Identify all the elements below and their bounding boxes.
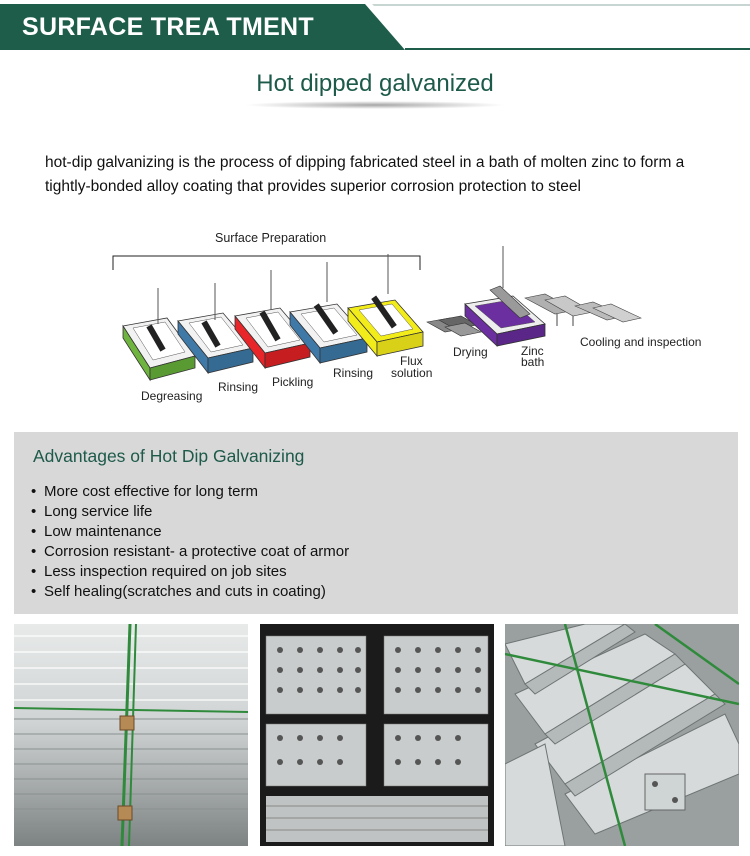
advantages-panel [14,432,738,614]
flux-label-1: Flux [400,354,423,368]
bullet-icon: • [31,483,37,500]
bullet-icon: • [31,503,37,520]
surface-preparation-label: Surface Preparation [215,231,327,245]
flux-label-2: solution [391,366,433,380]
subtitle: Hot dipped galvanized [256,70,494,97]
section-title: SURFACE TREA TMENT [22,13,314,41]
bullet-icon: • [31,563,37,580]
bullet-icon: • [31,543,37,560]
section-header [0,0,750,56]
list-item: • Less inspection required on job sites [31,563,287,580]
list-item: • More cost effective for long term [31,483,258,500]
zinc-label-1: Zinc [521,344,544,358]
zinc-label-2: bath [521,355,545,369]
subtitle-underline [245,100,505,110]
galvanized-base-plates-photo [260,624,494,846]
rinsing-label-1: Rinsing [218,380,259,394]
degreasing-label: Degreasing [141,389,203,403]
cooling-label: Cooling and inspection [580,335,702,349]
drying-label: Drying [453,345,488,359]
rinsing-label-2: Rinsing [333,366,374,380]
bullet-icon: • [31,583,37,600]
process-illustration [105,228,715,408]
pickling-label: Pickling [272,375,314,389]
bullet-icon: • [31,523,37,540]
intro-paragraph: hot-dip galvanizing is the process of dipping fabricated steel in a bath of molten zinc to form a tightly-bonded alloy coating that provides superior corrosion protection to steel [45,154,685,195]
list-item: • Self healing(scratches and cuts in coating) [31,583,326,600]
galvanized-posts-photo [505,624,739,846]
list-item: • Corrosion resistant- a protective coat of armor [31,543,350,560]
process-diagram [105,228,715,408]
list-item: • Low maintenance [31,523,162,540]
advantages-title: Advantages of Hot Dip Galvanizing [33,446,305,466]
list-item: • Long service life [31,503,153,520]
galvanized-steel-bundle-photo [14,624,248,846]
advantages-list [31,482,349,602]
